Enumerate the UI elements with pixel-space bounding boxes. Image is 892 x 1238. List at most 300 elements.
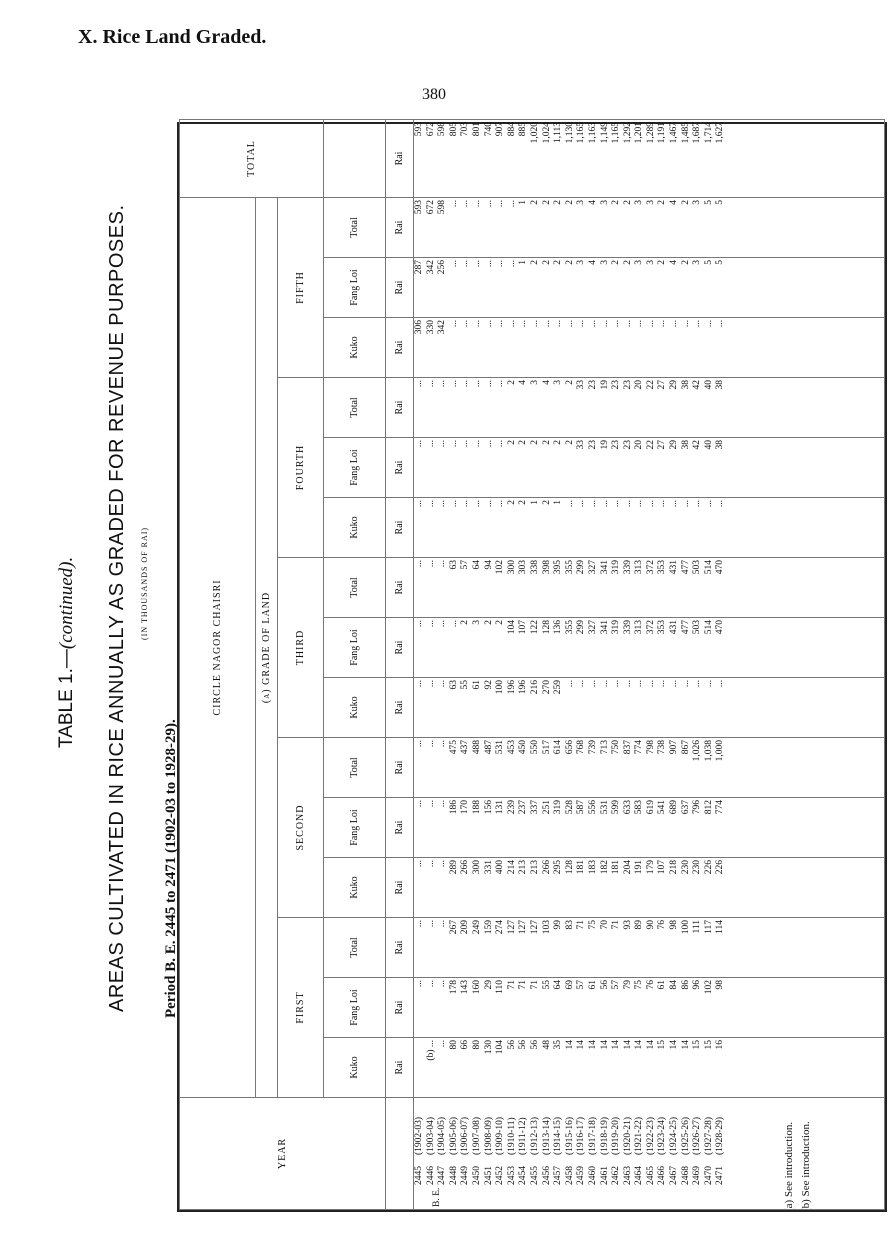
table-cell: 100 [680, 920, 691, 935]
unit-label: Rai [386, 918, 414, 978]
table-cell: 35 [553, 1040, 564, 1050]
table-cell: 2 [611, 199, 622, 205]
table-cell: 2 [657, 199, 668, 205]
table-cell: 703 [460, 121, 471, 137]
table-cell: 1,038 [703, 740, 714, 762]
table-cell: 1,485 [680, 121, 691, 144]
table-cell: 1,627 [715, 121, 726, 144]
table-cell: 740 [483, 121, 494, 137]
sub-header: Fang Loi [324, 978, 386, 1038]
table-cell: 2 [518, 440, 529, 445]
table-cell: 102 [703, 980, 714, 995]
table-cell: 38 [680, 380, 691, 390]
table-cell: 239 [506, 800, 517, 815]
table-cell: 300 [506, 560, 517, 575]
year-ad: (1910-11) [506, 1117, 517, 1155]
table-cell: ... [529, 320, 540, 328]
table-cell: 19 [599, 380, 610, 390]
table-cell: 15 [703, 1040, 714, 1050]
table-cell: 56 [506, 1040, 517, 1050]
table-cell: ... [437, 920, 448, 928]
table-cell: 4 [541, 380, 552, 385]
table-cell: 339 [622, 560, 633, 575]
table-cell: 341 [599, 560, 610, 575]
table-cell: 3 [692, 260, 703, 265]
table-cell: 111 [692, 920, 703, 934]
sub-header: Fang Loi [324, 798, 386, 858]
table-cell: 1,149 [599, 121, 610, 144]
table-cell: 127 [529, 920, 540, 935]
table-cell: 738 [657, 740, 668, 755]
table-cell: ... [611, 320, 622, 328]
sub-header: Fang Loi [324, 258, 386, 318]
table-cell: ... [576, 500, 587, 508]
units-note: (IN THOUSANDS OF RAI) [140, 526, 149, 640]
table-cell: ... [692, 320, 703, 328]
table-cell: 1,130 [564, 121, 575, 144]
year-column [414, 1098, 885, 1210]
table-cell: 22 [645, 440, 656, 450]
table-cell: 342 [425, 260, 436, 275]
table-cell: ... [576, 320, 587, 328]
table-cell: 5 [703, 199, 714, 205]
table-cell: 160 [471, 980, 482, 995]
table-cell: ... [495, 440, 506, 448]
table-cell: ... [425, 920, 436, 928]
table-cell: 2 [529, 260, 540, 265]
table-cell: 226 [715, 860, 726, 875]
table-cell: 327 [587, 620, 598, 635]
table-cell: 42 [692, 380, 703, 390]
table-cell: ... [634, 320, 645, 328]
year-be: 2452 [495, 1166, 506, 1185]
table-cell: ... [425, 680, 436, 688]
table-cell: 713 [599, 740, 610, 755]
table-cell: 14 [680, 1040, 691, 1050]
table-cell: ... [425, 860, 436, 868]
table-cell: 181 [576, 860, 587, 875]
table-cell: ... [506, 260, 517, 268]
table-cell: 136 [553, 620, 564, 635]
table-cell: ... [425, 500, 436, 508]
table-cell: ... [460, 260, 471, 268]
table-cell: 80 [471, 1040, 482, 1050]
year-be: 2454 [518, 1166, 529, 1185]
year-ad: (1903-04) [425, 1117, 436, 1155]
table-cell: 14 [622, 1040, 633, 1050]
table-label: TABLE 1.— [56, 649, 77, 748]
table-cell: ... [448, 440, 459, 448]
table-cell: ... [599, 320, 610, 328]
year-be: 2462 [611, 1166, 622, 1185]
table-cell: 38 [715, 380, 726, 390]
table-cell: 327 [587, 560, 598, 575]
table-cell: 583 [634, 800, 645, 815]
table-cell: ... [634, 500, 645, 508]
table-cell: 337 [529, 800, 540, 815]
table-cell: ... [437, 500, 448, 508]
unit-label: Rai [386, 558, 414, 618]
year-be: 2459 [576, 1166, 587, 1185]
table-cell: 619 [645, 800, 656, 815]
year-ad: (1906-07) [460, 1117, 471, 1155]
table-cell: 71 [506, 980, 517, 990]
year-be: 2456 [541, 1166, 552, 1185]
table-cell: 1,000 [715, 740, 726, 762]
table-cell: 178 [448, 980, 459, 995]
table-cell: 517 [541, 740, 552, 755]
table-cell: 470 [715, 560, 726, 575]
table-cell: ... [634, 680, 645, 688]
table-cell: ... [645, 500, 656, 508]
rice-grade-table [179, 119, 885, 1210]
table-cell: 593 [414, 121, 424, 137]
unit-label: Rai [386, 378, 414, 438]
table-cell: 218 [669, 860, 680, 875]
table-cell: ... [692, 500, 703, 508]
period-note: Period B. E. 2445 to 2471 (1902-03 to 1928-29). [163, 719, 179, 1018]
year-be: 2451 [483, 1166, 494, 1185]
table-cell: 19 [599, 440, 610, 450]
table-cell: ... [599, 500, 610, 508]
table-cell: 470 [715, 620, 726, 635]
table-cell: ... [471, 320, 482, 328]
table-cell: 372 [645, 560, 656, 575]
table-cell: 216 [529, 680, 540, 695]
data-column [414, 498, 885, 558]
table-cell: 1,024 [541, 121, 552, 144]
table-cell: 656 [564, 740, 575, 755]
table-cell: 1,113 [553, 121, 564, 143]
table-cell: 2 [506, 380, 517, 385]
table-cell: 488 [471, 740, 482, 755]
table-cell: 89 [634, 920, 645, 930]
table-cell: 2 [553, 199, 564, 205]
year-be: 2463 [622, 1166, 633, 1185]
year-be: 2466 [657, 1166, 668, 1185]
table-cell: 71 [611, 920, 622, 930]
table-cell: 57 [611, 980, 622, 990]
table-cell: 598 [437, 199, 448, 215]
table-cell: 531 [495, 740, 506, 755]
table-cell: 267 [448, 920, 459, 935]
table-cell: ... [425, 800, 436, 808]
table-cell: 23 [587, 380, 598, 390]
year-ad: (1924-25) [669, 1117, 680, 1155]
table-cell: ... [437, 440, 448, 448]
table-cell: 812 [703, 800, 714, 815]
year-ad: (1921-22) [634, 1117, 645, 1155]
table-cell: 170 [460, 800, 471, 815]
sub-header: Kuko [324, 498, 386, 558]
table-cell: 256 [437, 260, 448, 275]
table-cell: ... [680, 500, 691, 508]
data-column [414, 798, 885, 858]
year-ad: (1905-06) [448, 1117, 459, 1155]
table-cell: 92 [483, 680, 494, 690]
table-cell: 299 [576, 620, 587, 635]
data-column [414, 618, 885, 678]
table-cell: 94 [483, 560, 494, 570]
year-be: 2458 [564, 1166, 575, 1185]
table-cell: 71 [529, 980, 540, 990]
year-ad: (1908-09) [483, 1117, 494, 1155]
data-column [414, 918, 885, 978]
table-cell: 266 [460, 860, 471, 875]
unit-label: Rai [386, 119, 414, 197]
table-cell: 4 [518, 380, 529, 385]
table-cell: 633 [622, 800, 633, 815]
table-cell: 331 [483, 860, 494, 875]
table-cell: 1,020 [529, 121, 540, 144]
year-ad: (1925-26) [680, 1117, 691, 1155]
table-cell: ... [425, 740, 436, 748]
table-cell: 339 [622, 620, 633, 635]
table-cell: 2 [564, 440, 575, 445]
table-cell: 2 [622, 260, 633, 265]
table-cell: 57 [460, 560, 471, 570]
table-cell: ... [703, 500, 714, 508]
table-cell: 2 [541, 260, 552, 265]
table-cell: 64 [553, 980, 564, 990]
table-cell: 2 [564, 260, 575, 265]
table-cell: ... [414, 680, 424, 688]
table-cell: ... [437, 560, 448, 568]
table-cell: 1,026 [692, 740, 703, 762]
table-cell: 395 [553, 560, 564, 575]
table-cell: ... [622, 320, 633, 328]
table-cell: 5 [715, 199, 726, 205]
grade-header: (a) GRADE OF LAND [256, 197, 278, 1097]
unit-label: Rai [386, 318, 414, 378]
era-prefix: B. E. [432, 1187, 442, 1207]
table-cell: ... [425, 380, 436, 388]
page-number: 380 [422, 86, 446, 103]
table-cell: 353 [657, 620, 668, 635]
table-cell: 689 [669, 800, 680, 815]
table-cell: 56 [599, 980, 610, 990]
table-cell: ... [425, 620, 436, 628]
total-header: TOTAL [180, 119, 324, 197]
table-cell: 181 [611, 860, 622, 875]
table-cell: ... [471, 199, 482, 208]
table-cell: 2 [506, 500, 517, 505]
table-cell: 907 [669, 740, 680, 755]
unit-label: Rai [386, 798, 414, 858]
table-cell: 2 [483, 620, 494, 625]
table-cell: 672 [425, 199, 436, 215]
table-cell: 477 [680, 620, 691, 635]
table-cell: 55 [541, 980, 552, 990]
year-ad: (1915-16) [564, 1117, 575, 1155]
table-cell: 2 [564, 380, 575, 385]
table-cell: 71 [518, 980, 529, 990]
table-cell: 614 [553, 740, 564, 755]
footnote-a: (a) See introduction. [783, 1121, 795, 1212]
table-cell: 1,163 [587, 121, 598, 144]
table-cell: 514 [703, 620, 714, 635]
table-cell: 796 [692, 800, 703, 815]
table-cell: ... [471, 260, 482, 268]
table-cell: ... [553, 320, 564, 328]
unit-label: Rai [386, 678, 414, 738]
section-title: X. Rice Land Graded. [78, 26, 267, 48]
year-be: 2453 [506, 1166, 517, 1185]
table-cell: 341 [599, 620, 610, 635]
table-cell: 550 [529, 740, 540, 755]
table-cell: ... [599, 680, 610, 688]
table-cell: ... [437, 740, 448, 748]
table-cell: 1 [518, 199, 529, 205]
table-cell: 27 [657, 440, 668, 450]
table-cell: 14 [564, 1040, 575, 1050]
table-cell: 5 [715, 260, 726, 265]
table-cell: 23 [611, 440, 622, 450]
data-column [414, 318, 885, 378]
table-cell: ... [645, 320, 656, 328]
table-cell: 1,714 [703, 121, 714, 144]
table-cell: 4 [669, 199, 680, 205]
table-cell: 884 [506, 121, 517, 137]
grade-5-header: FIFTH [278, 197, 324, 377]
table-cell: 183 [587, 860, 598, 875]
table-cell: ... [483, 199, 494, 208]
year-ad: (1916-17) [576, 1117, 587, 1155]
table-cell: 226 [703, 860, 714, 875]
circle-header: CIRCLE NAGOR CHAISRI [180, 197, 256, 1097]
table-cell: 83 [564, 920, 575, 930]
data-column [414, 197, 885, 257]
table-cell: 3 [553, 380, 564, 385]
table-cell: ... [495, 380, 506, 388]
table-cell: 93 [622, 920, 633, 930]
table-cell: 2 [553, 260, 564, 265]
year-ad: (1917-18) [587, 1117, 598, 1155]
table-cell: 372 [645, 620, 656, 635]
year-be: 2445 [414, 1166, 424, 1185]
table-cell: 61 [471, 680, 482, 690]
table-cell: 61 [657, 980, 668, 990]
table-cell: 431 [669, 620, 680, 635]
year-be: 2447 [437, 1166, 448, 1185]
table-cell: ... [495, 260, 506, 268]
table-cell: ... [495, 500, 506, 508]
data-column [414, 258, 885, 318]
table-cell: 14 [611, 1040, 622, 1050]
table-cell: 70 [599, 920, 610, 930]
table-cell: 400 [495, 860, 506, 875]
table-cell: 514 [703, 560, 714, 575]
year-ad: (1909-10) [495, 1117, 506, 1155]
table-cell: 3 [645, 199, 656, 205]
year-ad: (1920-21) [622, 1117, 633, 1155]
year-be: 2465 [645, 1166, 656, 1185]
table-cell: 342 [437, 320, 448, 335]
table-cell: 33 [576, 380, 587, 390]
table-cell: ... [460, 380, 471, 388]
table-cell: ... [448, 260, 459, 268]
table-cell: 130 [483, 1040, 494, 1055]
table-cell: ... [471, 380, 482, 388]
table-cell: 76 [657, 920, 668, 930]
table-cell: 2 [529, 440, 540, 445]
table-cell: 837 [622, 740, 633, 755]
table-cell: 300 [471, 860, 482, 875]
table-cell [414, 1040, 426, 1095]
table-cell: 330 [425, 320, 436, 335]
table-cell: 251 [541, 800, 552, 815]
table-cell: ... [437, 980, 448, 988]
unit-spacer [386, 1098, 414, 1210]
table-cell: 179 [645, 860, 656, 875]
table-cell: 23 [622, 440, 633, 450]
table-cell: 319 [553, 800, 564, 815]
table-cell: ... [611, 680, 622, 688]
table-cell: ... [414, 560, 424, 568]
table-cell: ... [437, 1040, 448, 1048]
table-cell: 885 [518, 121, 529, 137]
table-cell: 204 [622, 860, 633, 875]
table-cell: 4 [669, 260, 680, 265]
table-cell: 27 [657, 380, 668, 390]
table-cell: 98 [669, 920, 680, 930]
data-column [414, 378, 885, 438]
table-cell: 63 [448, 560, 459, 570]
table-cell: 907 [495, 121, 506, 137]
table-cell: ... [460, 199, 471, 208]
table-cell: 593 [414, 199, 424, 215]
table-cell: 63 [448, 680, 459, 690]
table-cell: 230 [692, 860, 703, 875]
table-cell: 2 [657, 260, 668, 265]
table-cell: 774 [634, 740, 645, 755]
table-cell: 110 [495, 980, 506, 994]
table-cell: ... [414, 440, 424, 448]
table-cell: 14 [587, 1040, 598, 1050]
table-cell: 143 [460, 980, 471, 995]
unit-label: Rai [386, 1038, 414, 1098]
table-cell: 2 [518, 500, 529, 505]
year-be: 2461 [599, 1166, 610, 1185]
table-cell: 2 [495, 620, 506, 625]
table-cell: 295 [553, 860, 564, 875]
main-title: AREAS CULTIVATED IN RICE ANNUALLY AS GRADED FOR REVENUE PURPOSES. [106, 204, 128, 1012]
table-cell: 38 [715, 440, 726, 450]
table-cell: 2 [622, 199, 633, 205]
data-table-frame [177, 122, 887, 1212]
table-cell: 1,467 [669, 121, 680, 144]
table-cell: 86 [680, 980, 691, 990]
table-cell: ... [448, 380, 459, 388]
table-cell: ... [483, 440, 494, 448]
table-cell: 2 [680, 260, 691, 265]
year-ad: (1926-27) [692, 1117, 703, 1155]
sub-header: Total [324, 918, 386, 978]
table-cell: ... [425, 560, 436, 568]
table-cell: 29 [669, 440, 680, 450]
year-be: 2468 [680, 1166, 691, 1185]
sub-header: Kuko [324, 318, 386, 378]
table-cell: ... [657, 680, 668, 688]
table-cell: ... [622, 500, 633, 508]
year-be: 2469 [692, 1166, 703, 1185]
table-cell: ... [669, 680, 680, 688]
table-cell: 196 [506, 680, 517, 695]
table-cell: 1,292 [622, 121, 633, 144]
table-cell: 107 [518, 620, 529, 635]
table-cell: 90 [645, 920, 656, 930]
table-cell: 14 [576, 1040, 587, 1050]
